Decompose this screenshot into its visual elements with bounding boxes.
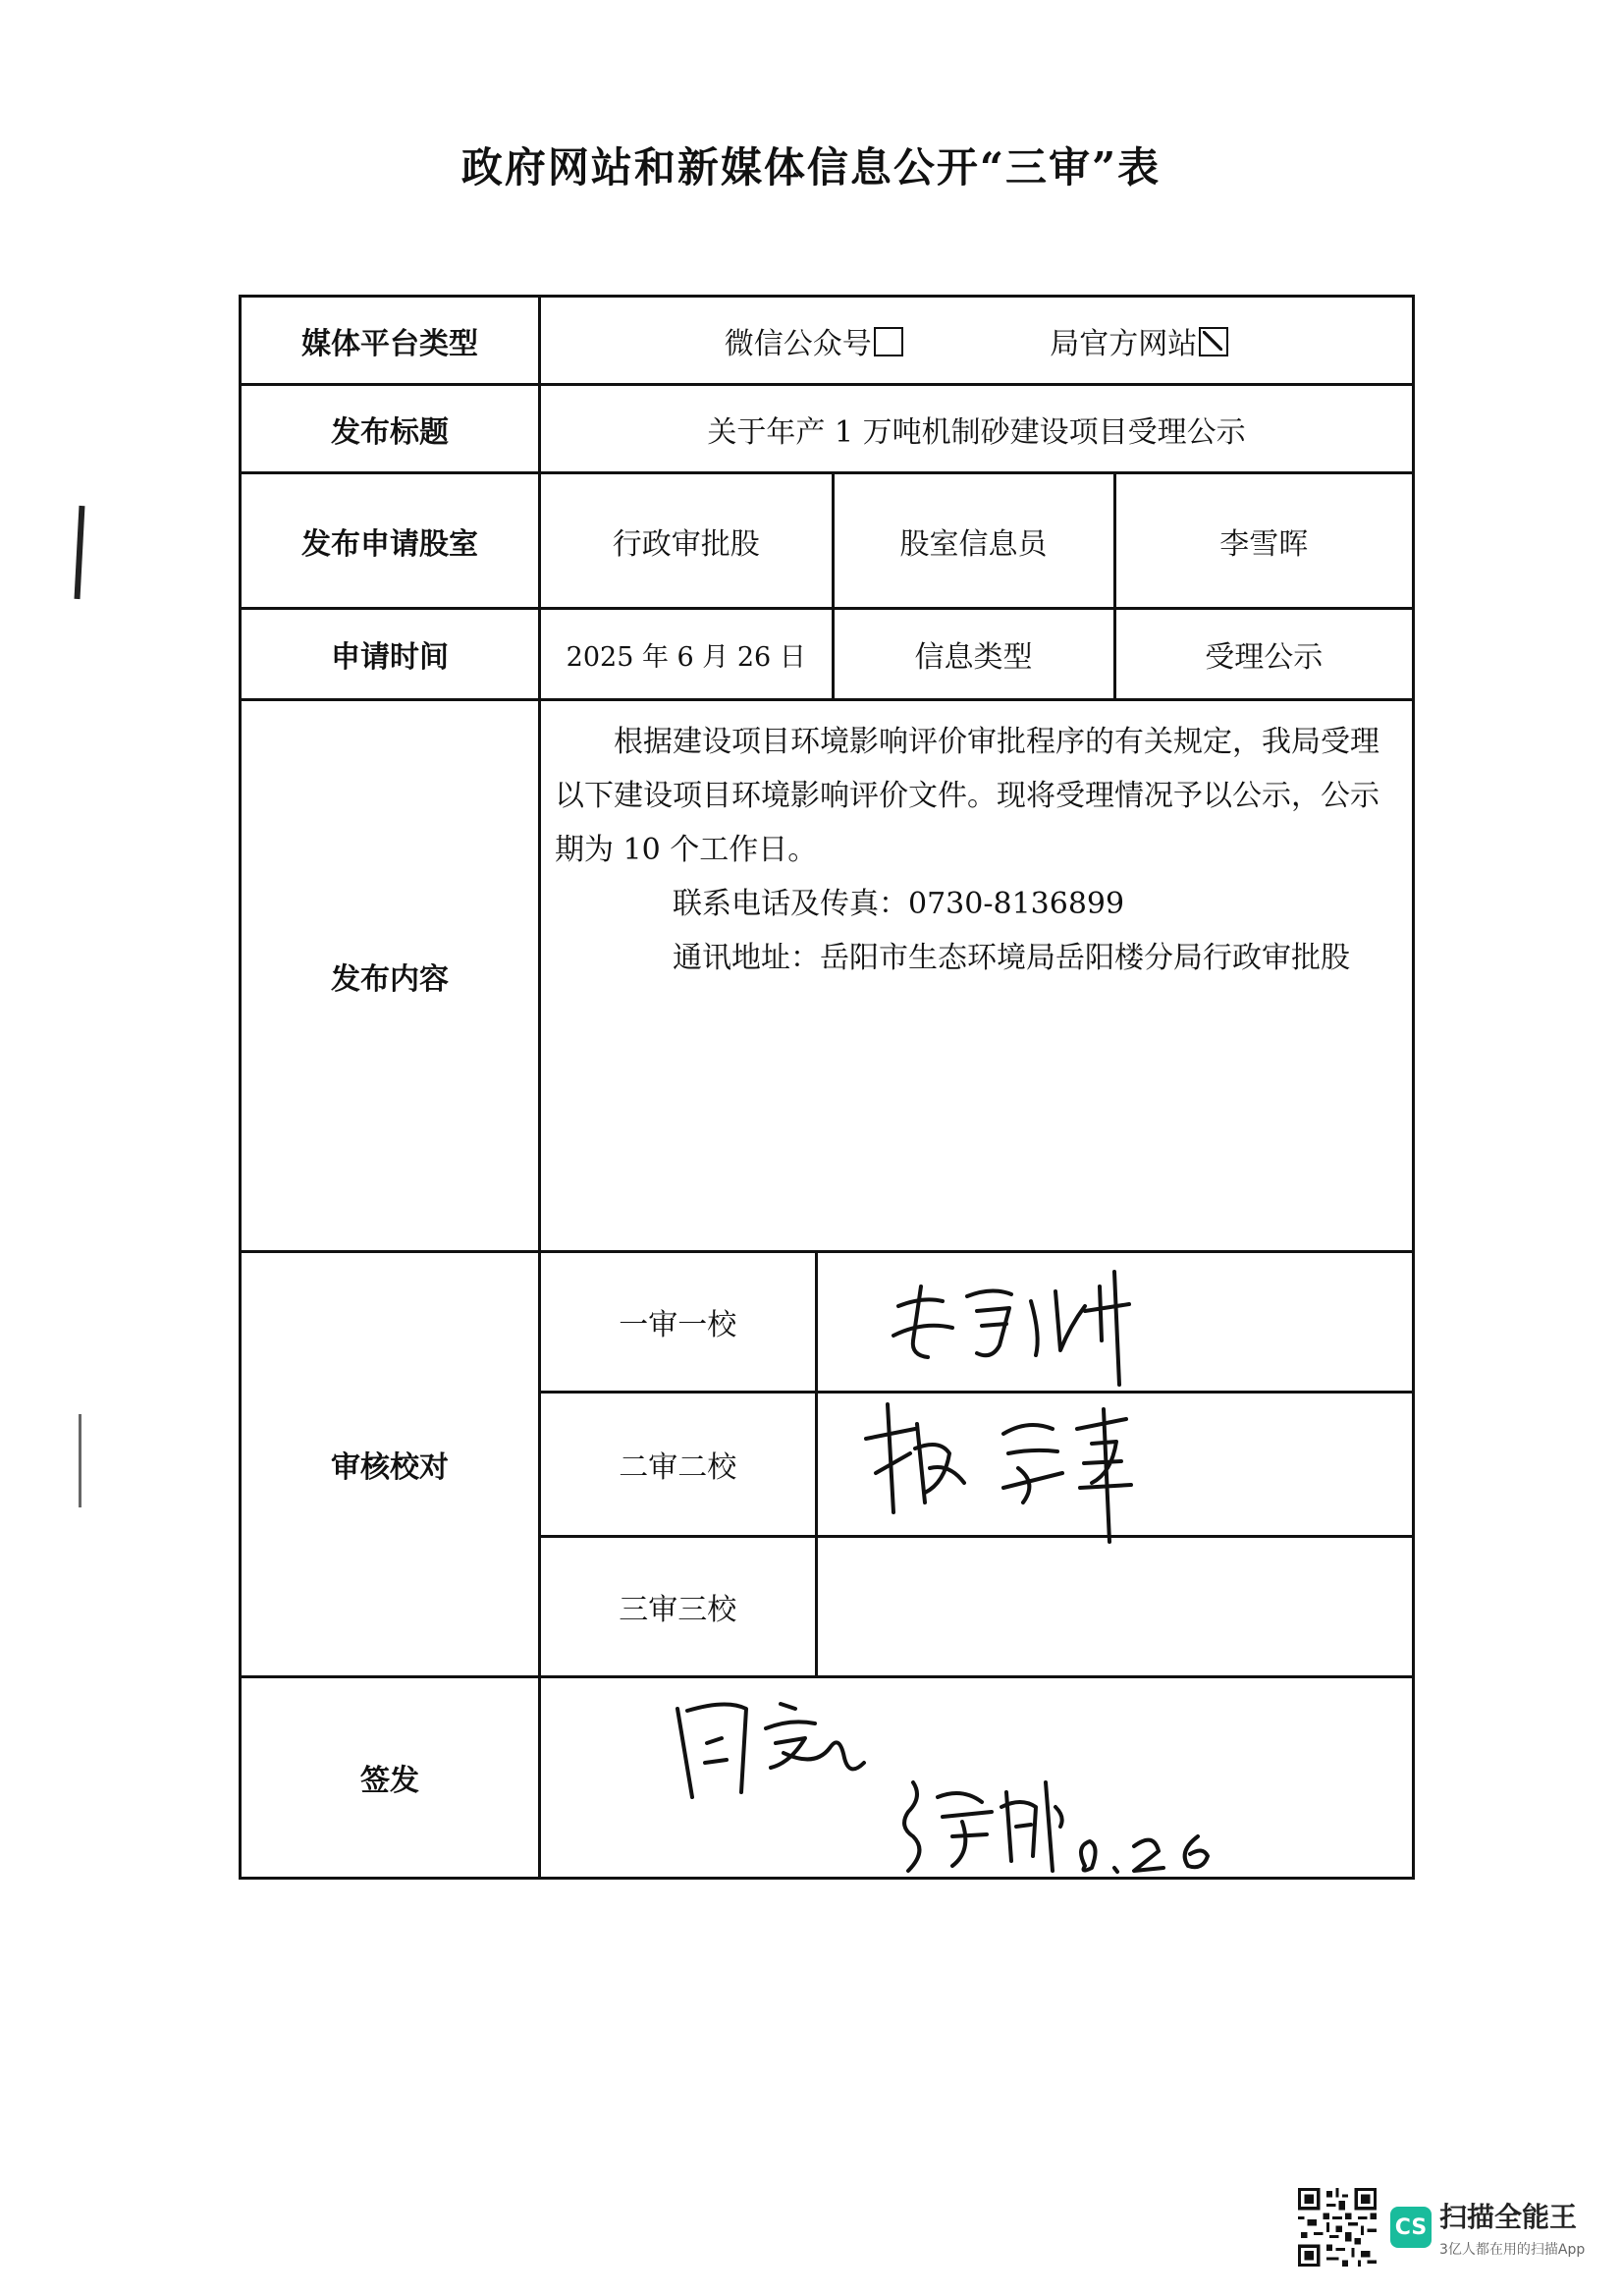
info-type-value: 受理公示 (1114, 610, 1412, 698)
platform-label: 媒体平台类型 (241, 297, 540, 385)
checkbox-checked-icon[interactable] (1199, 327, 1228, 356)
headline-label: 发布标题 (241, 385, 540, 473)
stage-1-signature-cell (816, 1253, 1412, 1393)
camscanner-logo-icon: CS (1390, 2207, 1432, 2248)
stage-2-label: 二审二校 (541, 1393, 816, 1536)
stage-row (541, 1536, 1412, 1675)
headline-row (241, 385, 1414, 473)
contact-address: 通讯地址：岳阳市生态环境局岳阳楼分局行政审批股 (673, 941, 1350, 975)
headline-value: 关于年产 1 万吨机制砂建设项目受理公示 (540, 385, 1414, 473)
stage-3-signature-cell (816, 1536, 1412, 1675)
contact-phone: 联系电话及传真：0730-8136899 (673, 887, 1125, 921)
content-body (540, 700, 1414, 1252)
review-label: 审核校对 (241, 1252, 540, 1677)
info-type-label: 信息类型 (833, 610, 1114, 698)
checkbox-unchecked-icon[interactable] (874, 327, 903, 356)
stage-2-signature-cell (816, 1393, 1412, 1536)
option-wechat[interactable] (725, 327, 913, 361)
scan-margin-mark (79, 1414, 81, 1507)
issue-label: 签发 (241, 1677, 540, 1879)
issue-signature-cell (540, 1677, 1414, 1879)
content-row (241, 700, 1414, 1252)
option-website-label: 局官方网站 (1050, 326, 1198, 361)
stage-1-label: 一审一校 (619, 1308, 737, 1343)
content-label: 发布内容 (241, 700, 540, 1252)
document-title: 政府网站和新媒体信息公开“三审”表 (460, 143, 1162, 191)
officer-value: 李雪晖 (1114, 474, 1412, 607)
scan-margin-mark (75, 506, 85, 599)
platform-options (540, 297, 1414, 385)
scanner-watermark (1298, 2188, 1585, 2267)
issue-row (241, 1677, 1414, 1879)
time-label: 申请时间 (241, 609, 540, 700)
review-form-table (239, 295, 1415, 1880)
stage-row (541, 1253, 1412, 1393)
stage-3-label: 三审三校 (541, 1536, 816, 1675)
qr-code-icon (1298, 2188, 1377, 2267)
content-paragraph: 根据建设项目环境影响评价审批程序的有关规定，我局受理以下建设项目环境影响评价文件。现将受理情况予以公示，公示期为 10 个工作日。 (555, 725, 1379, 867)
department-value: 行政审批股 (612, 526, 760, 562)
platform-row (241, 297, 1414, 385)
option-website[interactable] (1050, 327, 1228, 361)
stage-row (541, 1393, 1412, 1536)
officer-label: 股室信息员 (833, 474, 1114, 607)
option-wechat-label: 微信公众号 (724, 326, 872, 361)
time-value: 2025 年 6 月 26 日 (566, 641, 806, 673)
department-label: 发布申请股室 (241, 473, 540, 609)
app-name: 扫描全能王 (1439, 2201, 1578, 2233)
review-row (241, 1252, 1414, 1677)
department-row (241, 473, 1414, 609)
app-tagline: 3亿人都在用的扫描App (1439, 2242, 1586, 2258)
time-row (241, 609, 1414, 700)
